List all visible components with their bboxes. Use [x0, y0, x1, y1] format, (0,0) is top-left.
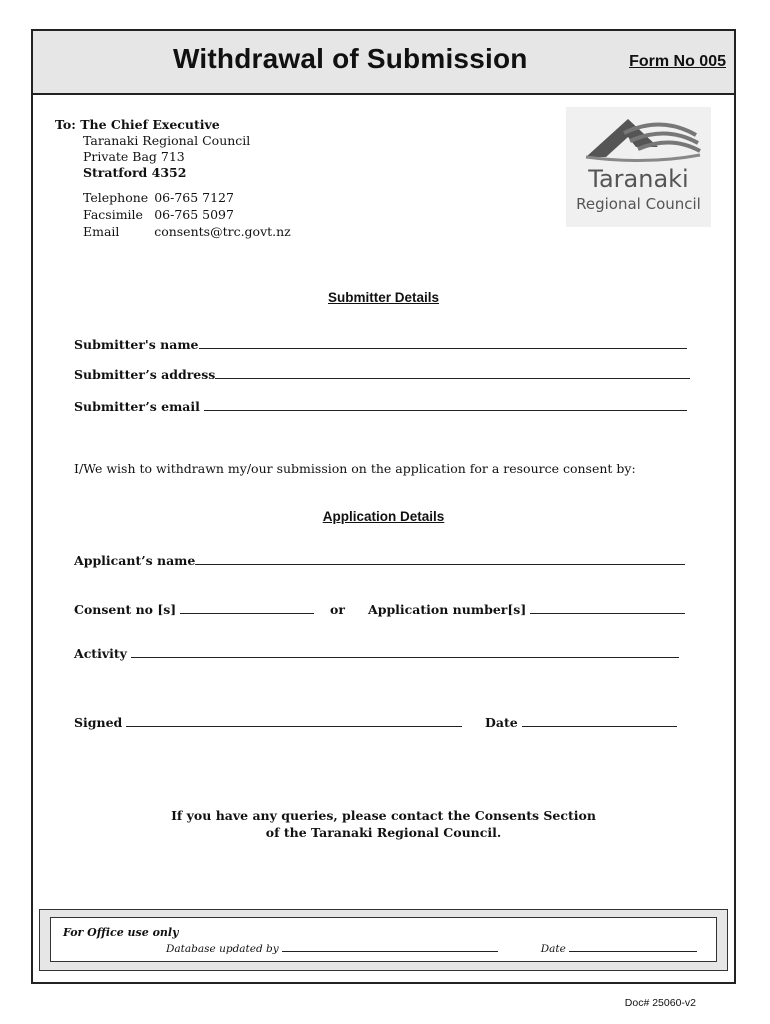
database-updated-line[interactable]: [282, 942, 498, 952]
queries-line-2: of the Taranaki Regional Council.: [265, 825, 502, 840]
submitter-email-field[interactable]: [74, 399, 687, 414]
queries-note: [33, 807, 734, 841]
withdrawal-statement: I/We wish to withdrawn my/our submission on the application for a resource consent by:: [74, 461, 636, 476]
document-reference: Doc# 25060-v2: [624, 997, 696, 1009]
office-date-line[interactable]: [569, 942, 697, 952]
recipient-name: The Chief Executive: [80, 117, 220, 132]
office-use-row: [166, 942, 697, 955]
signed-line[interactable]: [126, 715, 462, 727]
telephone-label: Telephone: [83, 190, 149, 205]
contact-details: [83, 189, 297, 240]
database-updated-label: Database updated by: [166, 943, 279, 955]
activity-line[interactable]: [131, 646, 679, 658]
date-field[interactable]: [485, 715, 677, 730]
submitter-name-label: Submitter's name: [74, 337, 199, 352]
submitter-address-label: Submitter’s address: [74, 367, 216, 382]
form-title: Withdrawal of Submission: [173, 43, 528, 74]
consent-number-line[interactable]: [180, 602, 314, 614]
trc-logo: [566, 107, 711, 227]
org-name: Taranaki Regional Council: [83, 133, 251, 148]
recipient-address: [55, 117, 250, 181]
submitter-address-line[interactable]: [215, 367, 690, 379]
submitter-email-line[interactable]: [204, 399, 687, 411]
submitter-address-field[interactable]: [74, 367, 690, 382]
application-number-line[interactable]: [530, 602, 685, 614]
application-number-field[interactable]: [368, 602, 685, 617]
applicant-name-field[interactable]: [74, 553, 685, 568]
email-value[interactable]: consents@trc.govt.nz: [154, 224, 291, 239]
form-number: Form No 005: [629, 53, 726, 70]
city-postcode: Stratford 4352: [83, 165, 187, 180]
mountain-logo-icon: [566, 107, 711, 167]
logo-line-2: Regional Council: [576, 195, 701, 213]
application-number-label: Application number[s]: [368, 602, 527, 617]
office-date-label: Date: [540, 943, 566, 955]
queries-line-1: If you have any queries, please contact the Consents Section: [171, 808, 596, 823]
signed-label: Signed: [74, 715, 123, 730]
consent-number-field[interactable]: [74, 602, 314, 617]
applicant-name-line[interactable]: [195, 553, 685, 565]
consent-number-label: Consent no [s]: [74, 602, 177, 617]
submitter-email-label: Submitter’s email: [74, 399, 200, 414]
submitter-name-field[interactable]: [74, 337, 687, 352]
date-label: Date: [485, 715, 518, 730]
facsimile-value: 06-765 5097: [154, 207, 234, 222]
form-frame: [31, 29, 736, 984]
form-header: [33, 31, 734, 95]
applicant-name-label: Applicant’s name: [74, 553, 196, 568]
telephone-value: 06-765 7127: [154, 190, 234, 205]
activity-field[interactable]: [74, 646, 679, 661]
activity-label: Activity: [74, 646, 127, 661]
or-separator: or: [330, 602, 345, 617]
date-line[interactable]: [522, 715, 677, 727]
to-label: To:: [55, 117, 76, 132]
email-label: Email: [83, 224, 120, 239]
office-use-box: [39, 909, 728, 971]
office-use-title: For Office use only: [63, 926, 179, 939]
logo-line-1: Taranaki: [588, 165, 689, 193]
po-box: Private Bag 713: [83, 149, 185, 164]
facsimile-label: Facsimile: [83, 207, 143, 222]
submitter-heading: Submitter Details: [327, 290, 440, 305]
office-use-inner: [50, 917, 717, 962]
submitter-name-line[interactable]: [199, 337, 687, 349]
application-heading: Application Details: [322, 509, 445, 524]
signed-field[interactable]: [74, 715, 462, 730]
